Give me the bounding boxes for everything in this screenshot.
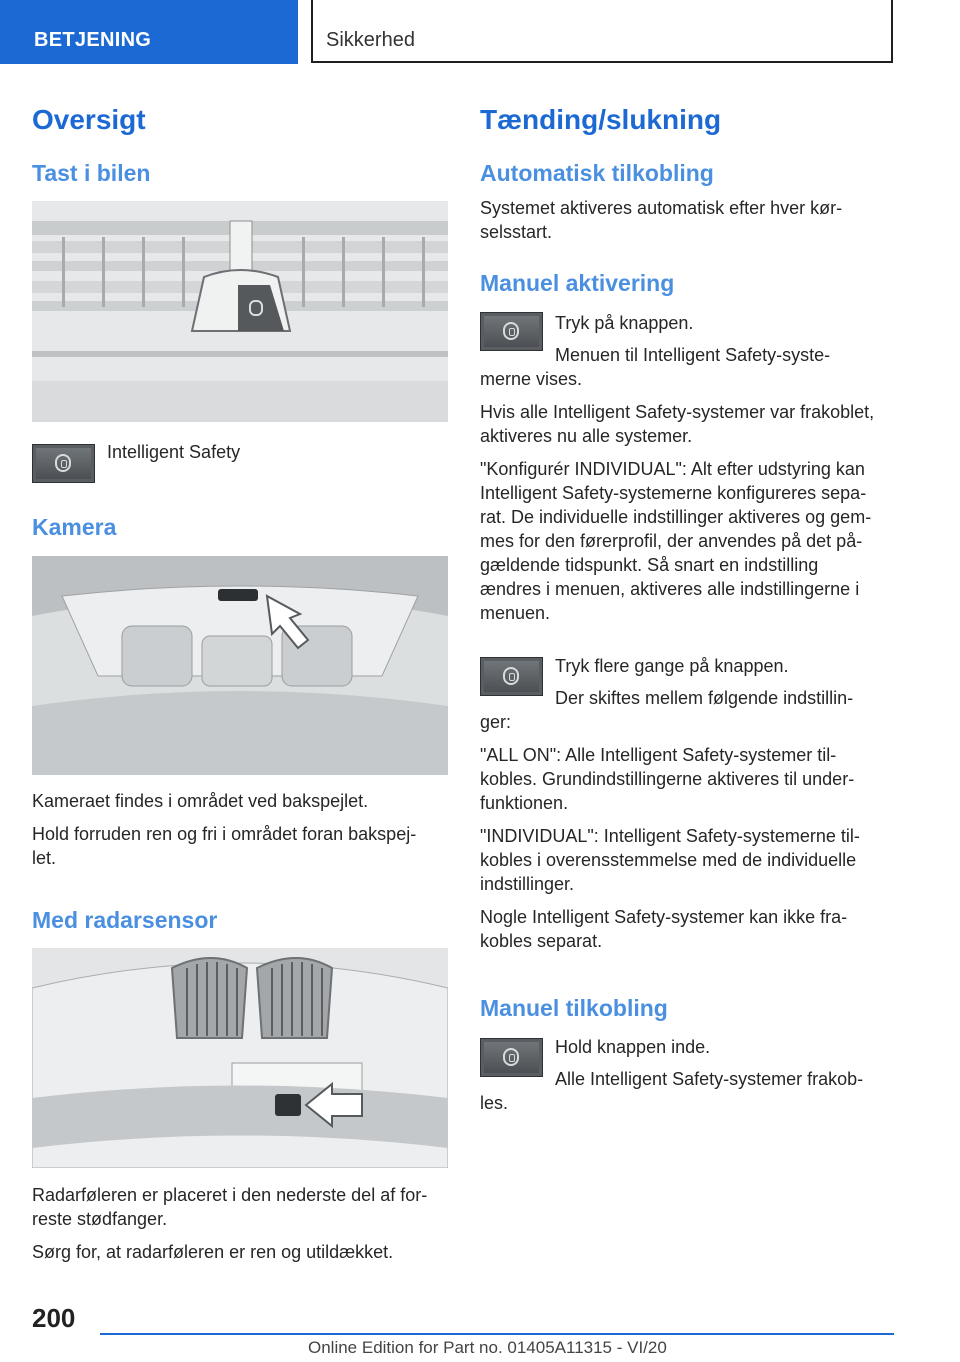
footer-divider — [100, 1333, 894, 1335]
tilkob-step-2b: les. — [480, 1093, 509, 1113]
heading-manuel-aktivering: Manuel aktivering — [480, 270, 675, 296]
manuel-step-1: Tryk på knappen. — [555, 313, 694, 333]
konf-text-6: ændres i menuen, aktiveres alle indstillingerne i — [480, 579, 860, 599]
auto-text-b: selsstart. — [480, 222, 553, 242]
konf-text-7: menuen. — [480, 603, 551, 623]
konf-text-2: Intelligent Safety-systemerne konfigureres sepa‐ — [480, 483, 867, 503]
allon-text-1: "ALL ON": Alle Intelligent Safety-systemer til‐ — [480, 745, 837, 765]
heading-manuel-tilkobling: Manuel tilkobling — [480, 995, 668, 1021]
indiv-text-2: kobles i overensstemmelse med de individuelle — [480, 850, 857, 870]
radar-text-1b: reste stødfanger. — [32, 1209, 168, 1229]
radar-text-1a: Radarføleren er placeret i den nederste del af for‐ — [32, 1185, 428, 1205]
flere-step-2a: Der skiftes mellem følgende indstillin‐ — [555, 688, 854, 708]
heading-oversigt: Oversigt — [32, 104, 146, 135]
heading-kamera: Kamera — [32, 514, 117, 540]
section-label: Sikkerhed — [326, 29, 415, 51]
manuel-step-2b: merne vises. — [480, 369, 583, 389]
chapter-label: BETJENING — [34, 29, 152, 51]
manuel-text-1a: Hvis alle Intelligent Safety-systemer var frakoblet, — [480, 402, 875, 422]
konf-text-1: "Konfigurér INDIVIDUAL": Alt efter udstyring kan — [480, 459, 865, 479]
intelligent-safety-button-icon — [480, 312, 543, 351]
allon-text-3: funktionen. — [480, 793, 569, 813]
camera-location-illustration — [32, 556, 448, 775]
radar-text-2: Sørg for, at radarføleren er ren og utildækket. — [32, 1242, 394, 1262]
tilkob-step-2a: Alle Intelligent Safety-systemer frakob‐ — [555, 1069, 864, 1089]
section-tab — [311, 0, 893, 63]
allon-text-2: kobles. Grundindstillingerne aktiveres til under‐ — [480, 769, 855, 789]
heading-automatisk-tilkobling: Automatisk tilkobling — [480, 160, 714, 186]
intelligent-safety-button-icon — [32, 444, 95, 483]
nogle-text-1: Nogle Intelligent Safety-systemer kan ikke fra‐ — [480, 907, 848, 927]
edition-footer: Online Edition for Part no. 01405A11315 - VI/20 — [308, 1338, 667, 1357]
intelligent-safety-button-icon — [480, 1038, 543, 1077]
button-location-illustration — [32, 201, 448, 422]
chapter-tab — [0, 0, 298, 64]
heading-tast-i-bilen: Tast i bilen — [32, 160, 151, 186]
nogle-text-2: kobles separat. — [480, 931, 603, 951]
indiv-text-1: "INDIVIDUAL": Intelligent Safety-systemerne til‐ — [480, 826, 860, 846]
button-caption: Intelligent Safety — [107, 442, 241, 462]
auto-text-a: Systemet aktiveres automatisk efter hver kør‐ — [480, 198, 843, 218]
radar-sensor-illustration — [32, 948, 448, 1168]
konf-text-3: rat. De individuelle indstillinger aktiveres og gem‐ — [480, 507, 872, 527]
flere-step-1: Tryk flere gange på knappen. — [555, 656, 789, 676]
flere-step-2b: ger: — [480, 712, 512, 732]
page-number: 200 — [32, 1303, 76, 1333]
intelligent-safety-button-icon — [480, 657, 543, 696]
heading-taending-slukning: Tænding/slukning — [480, 104, 722, 135]
kamera-text-2a: Hold forruden ren og fri i området foran bakspej‐ — [32, 824, 417, 844]
heading-med-radarsensor: Med radarsensor — [32, 907, 218, 933]
manuel-step-2a: Menuen til Intelligent Safety-syste‐ — [555, 345, 831, 365]
kamera-text-1: Kameraet findes i området ved bakspejlet. — [32, 791, 369, 811]
konf-text-5: gældende tidspunkt. Så snart en indstilling — [480, 555, 819, 575]
konf-text-4: mes for den førerprofil, der anvendes på det på‐ — [480, 531, 863, 551]
tilkob-step-1: Hold knappen inde. — [555, 1037, 711, 1057]
kamera-text-2b: let. — [32, 848, 57, 868]
indiv-text-3: indstillinger. — [480, 874, 575, 894]
manuel-text-1b: aktiveres nu alle systemer. — [480, 426, 693, 446]
